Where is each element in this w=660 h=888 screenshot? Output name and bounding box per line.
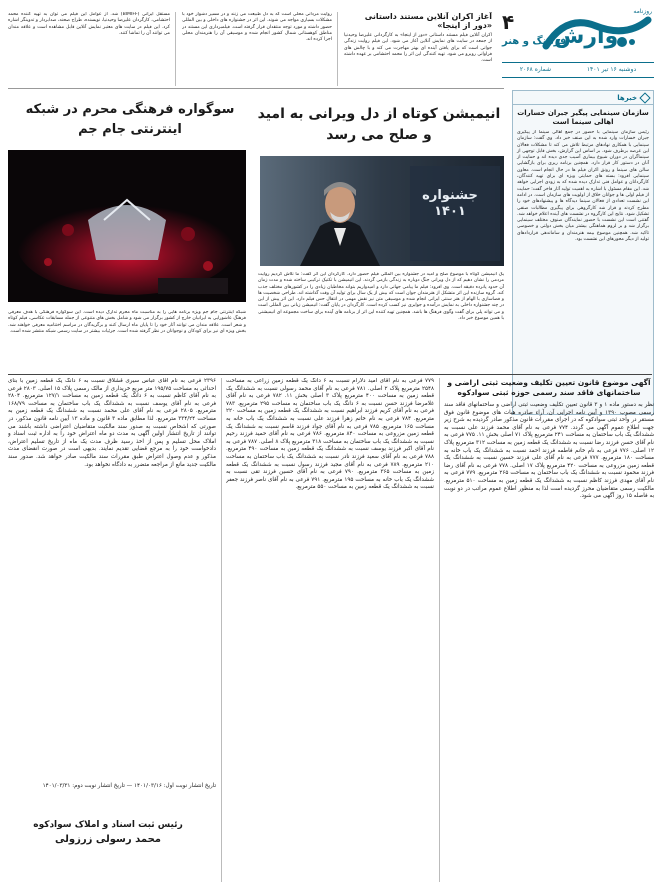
column-divider <box>439 378 440 882</box>
ad-column-middle <box>226 378 434 882</box>
top-divider <box>8 88 504 89</box>
signature-block <box>8 818 208 848</box>
logo-prefix: روزنامه <box>633 8 652 15</box>
main-article-body-wrap <box>258 272 504 370</box>
diamond-icon <box>639 92 650 103</box>
ad-left-body: ۲۳۹۶ فرعی به نام آقای عباس سیری قشلاق نسبت به ۶ دانگ یک قطعه زمین با بنای احداثی به مساحت ۱۹۵/۷۵ متر مربع خریداری از مالک رسمی پلاک ۱۵ اصلی. ۲۸۰۳ فرعی به نام آقای کاظم نسبت به ۶ دانگ یک قطعه زمین به مساحت ۱۲۷/۱ مترمربع. ۲۸۰۴ فرعی به نام آقای یوسف نسبت به ششدانگ یک باب ساختمان به مساحت ۱۶۸/۷۹ مترمربع. ۲۸۰۵ فرعی به نام آقای علی محمد نسبت به ششدانگ یک قطعه زمین به مساحت ۳۳۴/۲۴ مترمربع. لذا مطابق ماده ۳ قانون و ماده ۱۳ آیین نامه قانون مذکور، در صورتی که اشخاص نسبت به صدور سند مالکیت متقاضیان اعتراضی داشته باشند می توانند از تاریخ انتشار اولین آگهی به مدت دو ماه اعتراض خود را به اداره ثبت اسناد و املاک محل تسلیم و پس از اخذ رسید ظرف مدت یک ماه از تاریخ تسلیم اعتراض، دادخواست خود را به مرجع قضایی تقدیم نمایند. بدیهی است در صورت انقضای مدت مذکور و عدم وصول اعتراض طبق مقررات سند مالکیت صادر خواهد شد. صدور سند مالکیت جدید مانع از مراجعه متضرر به دادگاه نخواهد بود. <box>8 378 216 468</box>
photo-overlay-text: جشنواره ۱۴۰۱ <box>422 188 478 219</box>
ad-right-body: نظر به دستور ماده ۱ و ۳ قانون تعیین تکلیف وضعیت ثبتی اراضی و ساختمانهای فاقد سند رسمی مصوب ۱۳۹۰ و آیین نامه اجرایی آن، آراء صادره هیات های موضوع قانون فوق مستقر در واحد ثبتی سوادکوه که در اجرای مقررات قانون مذکور صادر گردیده به شرح زیر جهت اطلاع عموم آگهی می گردد. ۷۷۴ فرعی به نام آقای محمد فرزند علی نسبت به ششدانگ یک باب ساختمان به مساحت ۲۴۱ مترمربع پلاک ۷۱ اصلی بخش ۱۱. ۷۷۵ فرعی به نام آقای حسن فرزند رضا نسبت به ششدانگ یک قطعه زمین به مساحت ۳۱۲ مترمربع پلاک ۱۲ اصلی. ۷۷۶ فرعی به نام خانم فاطمه فرزند احمد نسبت به ششدانگ یک باب خانه به مساحت ۱۸۰ مترمربع. ۷۷۷ فرعی به نام آقای علی فرزند حسین نسبت به ششدانگ یک قطعه زمین مزروعی به مساحت ۴۲۰ مترمربع پلاک ۱۷ اصلی. ۷۷۸ فرعی به نام آقای رضا فرزند محمود نسبت به ششدانگ یک باب ساختمان به مساحت ۲۶۵ مترمربع. ۷۷۹ فرعی به نام آقای مهدی فرزند کاظم نسبت به ششدانگ یک قطعه زمین به مساحت ۵۱۰ مترمربع. مالکیت رسمی متقاضیان محرز گردیده است لذا به منظور اطلاع عموم مراتب در دو نوبت به فاصله ۱۵ روز آگهی می شود. <box>444 402 654 500</box>
column-divider <box>175 12 176 86</box>
issue-bar <box>502 62 654 78</box>
top-article-2-body: روایت مردانی محلی است که به دل طبیعت می زنند و در مسیر دشوار خود با مشکلات بسیاری مواجه می شوند. این اثر در جشنواره های داخلی و بین المللی حضور داشته و مورد توجه منتقدان قرار گرفته است. فیلمبرداری این مستند در مناطق کوهستانی شمال کشور انجام شده و موسیقی آن را هنرمندان محلی اجرا کرده اند. <box>182 12 332 43</box>
left-article-body-wrap <box>8 310 246 370</box>
top-article-2 <box>182 12 332 88</box>
column-divider <box>337 12 338 86</box>
left-article-body: شبکه اینترنتی جام جم ویژه برنامه هایی را به مناسبت ماه محرم تدارک دیده است. این سوگواره فرهنگی با هدف معرفی فرهنگ عاشورایی به ایرانیان خارج از کشور برگزار می شود و شامل بخش های متنوعی از جمله مسابقات عکاسی، فیلم کوتاه و شعر است. علاقه مندان می توانند آثار خود را تا پایان ماه ارسال کنند و برگزیدگان در مراسم اختتامیه معرفی خواهند شد. بخش ویژه ای نیز برای کودکان و نوجوانان در نظر گرفته شده است. جزئیات بیشتر در سایت رسمی شبکه منتشر شده است. <box>8 310 246 334</box>
main-article-body: یک انیمیشن کوتاه با موضوع صلح و امید در جشنواره بین المللی فیلم حضور دارد. کارگردان این اثر گفت: ما تلاش کردیم روایت مردمی را نشان دهیم که از دل ویرانی جنگ دوباره به زندگی بازمی گردند. این انیمیشن با تکنیک ترکیبی ساخته شده و مدت زمان آن حدود پانزده دقیقه است. وی افزود: فیلم ما پیامی جهانی دارد و امیدواریم بتواند مخاطبان زیادی را در کشورهای مختلف جذب کند. گروه سازنده این اثر متشکل از هنرمندان جوان است که بیش از یک سال برای تولید آن وقت گذاشته اند. طراحی شخصیت ها و فضاسازی با الهام از هنر سنتی ایرانی انجام شده و موسیقی متن نیز نقش مهمی در انتقال حس فیلم دارد. این اثر پیش از این در چند جشنواره داخلی به نمایش درآمده و جوایزی نیز کسب کرده است. کارگردان در پایان گفت: انیمیشن زبانی بین المللی است و می تواند پلی برای گفت وگوی فرهنگ ها باشد. همچنین تهیه کننده این اثر از برنامه های آینده برای ساخت مجموعه ای انیمیشنی با همین موضوع خبر داد. <box>258 272 504 322</box>
news-box-body: رئیس سازمان سینمایی با حضور در جمع اهالی سینما از پیگیری جبران خسارات وارد شده به این صنف خبر داد. وی گفت: سازمان سینمایی با همکاری نهادهای مرتبط تلاش می کند تا مشکلات فعالان این عرصه برطرف شود. بر اساس این گزارش، بخش قابل توجهی از سینماگران در دوران شیوع بیماری آسیب جدی دیده اند و حمایت از آنان در دستور کار قرار دارد. همچنین برنامه ریزی برای بازگشایی سالن های سینما و رونق اکران فیلم ها در حال انجام است. معاون سینمایی افزود: بسته های حمایتی ویژه ای برای تهیه کنندگان، کارگردانان و عوامل فنی تدارک دیده شده که به زودی اجرایی خواهد شد. این مقام مسئول با اشاره به اهمیت تولید آثار فاخر گفت: حمایت از فیلم اولی ها و جوانان خلاق از اولویت های سازمان است. در ادامه این نشست تعدادی از فعالان سینما دیدگاه ها و پیشنهادهای خود را مطرح کردند و قرار شد کارگروهی برای پیگیری مطالبات صنفی تشکیل شود. نتایج این کارگروه در نشست های آینده اعلام خواهد شد. گفتنی است این نشست با حضور نمایندگان صنوف مختلف سینمایی برگزار شد و بر لزوم هماهنگی بیشتر میان بخش دولتی و خصوصی تاکید شد. همچنین موضوع بیمه هنرمندان و ساماندهی قراردادهای تولید از دیگر محورهای این نشست بود. <box>517 130 649 243</box>
news-box-header <box>513 91 653 105</box>
ad-publish-dates: تاریخ انتشار نوبت اول: ۱۴۰۱/۰۳/۱۶ — تاریخ انتشار نوبت دوم: ۱۴۰۱/۰۳/۳۱ <box>42 783 216 789</box>
signature-name: محمد رسولی زرزولی <box>55 834 161 845</box>
festival-poster-photo <box>8 150 246 302</box>
ad-column-left <box>8 378 216 778</box>
news-box-label: خبرها <box>617 93 637 102</box>
news-box-title: سازمان سینمایی پیگیر جبران خسارات اهالی سینما است <box>517 109 649 126</box>
left-article-headline: سوگواره فرهنگی محرم در شبکه اینترنتی جام جم <box>25 102 235 137</box>
main-article-headline: انیمیشن کوتاه از دل ویرانی به امید و صلح می رسد <box>257 106 501 143</box>
section-label: فرهنگ و هنر <box>502 36 567 47</box>
news-box <box>512 90 654 415</box>
signature-title: رئیس ثبت اسناد و املاک سوادکوه <box>33 820 183 830</box>
ad-middle-body: ۷۷۹ فرعی به نام آقای امید دلارام نسبت به ۶ دانگ یک قطعه زمین زراعی به مساحت ۲۵۴۸ مترمربع پلاک ۲ اصلی. ۷۸۱ فرعی به نام آقای محمد رسولی نسبت به ششدانگ یک قطعه زمین به مساحت ۴۰۰ مترمربع پلاک ۳ اصلی بخش ۱۱. ۷۸۲ فرعی به نام آقای غلامرضا فرزند حسن نسبت به ۶ دانگ یک باب ساختمان به مساحت ۲۹۵ مترمربع. ۷۸۳ فرعی به نام آقای کریم فرزند ابراهیم نسبت به ششدانگ یک قطعه زمین به مساحت ۲۲۰ مترمربع. ۷۸۴ فرعی به نام خانم زهرا فرزند علی نسبت به ششدانگ یک باب خانه به مساحت ۱۶۵ مترمربع. ۷۸۵ فرعی به نام آقای جواد فرزند قاسم نسبت به ششدانگ یک قطعه زمین مزروعی به مساحت ۸۴۰ مترمربع. ۷۸۶ فرعی به نام آقای حمید فرزند رحیم نسبت به ششدانگ یک باب ساختمان به مساحت ۳۱۸ مترمربع پلاک ۸ اصلی. ۷۸۷ فرعی به نام آقای اکبر فرزند یوسف نسبت به ششدانگ یک قطعه زمین به مساحت ۴۹۰ مترمربع. ۷۸۸ فرعی به نام آقای سعید فرزند نادر نسبت به ششدانگ یک باب ساختمان به مساحت ۲۱۰ مترمربع. ۷۸۹ فرعی به نام آقای مجید فرزند رسول نسبت به ششدانگ یک قطعه زمین به مساحت ۳۶۵ مترمربع. ۷۹۰ فرعی به نام آقای حسین فرزند تقی نسبت به ششدانگ یک باب خانه به مساحت ۱۹۵ مترمربع. ۷۹۱ فرعی به نام آقای ناصر فرزند جعفر نسبت به ششدانگ یک قطعه زمین به مساحت ۵۵۰ مترمربع. <box>226 378 434 491</box>
page-number: ۴ <box>502 10 515 34</box>
ad-column-right <box>444 378 654 882</box>
ads-divider <box>8 374 652 375</box>
top-article-3-body: مستقل ایرانی (BIMIFF) شد. از عوامل این فیلم می توان به تهیه کننده محمد احتشامی، کارگردان علیرضا وحیدنیا، نویسنده، طراح صحنه، صدابردار و تدوینگر اشاره کرد. این فیلم در سایت های معتبر نمایش آنلاین قابل مشاهده است و علاقه مندان می توانند آن را تماشا کنند. <box>8 12 170 36</box>
masthead <box>502 6 654 80</box>
issue-number: شماره ۲۰۶۸ <box>519 66 552 73</box>
top-article-1-title: آغاز اکران آنلاین مستند داستانی «دور از اینجا» <box>364 12 492 30</box>
top-article-1-body: اکران آنلاین فیلم مستند داستانی «دور از اینجا» به کارگردانی علیرضا وحیدنیا از جمعه در سایت های نمایش آنلاین آغاز می شود. این فیلم روایت زندگی جوانی است که برای یافتن آینده ای بهتر مهاجرت می کند و با چالش های فراوانی روبرو می شود. تهیه کنندگی این اثر را محمد احتشامی بر عهده داشته است. <box>344 33 492 64</box>
logo-text: وارش <box>554 24 619 49</box>
issue-date: دوشنبه ۱۶ تیر ۱۴۰۱ <box>586 66 637 73</box>
top-article-1 <box>344 12 492 88</box>
newspaper-logo <box>536 6 654 58</box>
director-photo <box>260 156 504 266</box>
top-article-3 <box>8 12 170 88</box>
column-divider <box>221 378 222 882</box>
ad-title: آگهی موضوع قانون تعیین تکلیف وضعیت ثبتی اراضی و ساختمانهای فاقد سند رسمی حوزه ثبتی سوادکوه <box>447 378 651 397</box>
